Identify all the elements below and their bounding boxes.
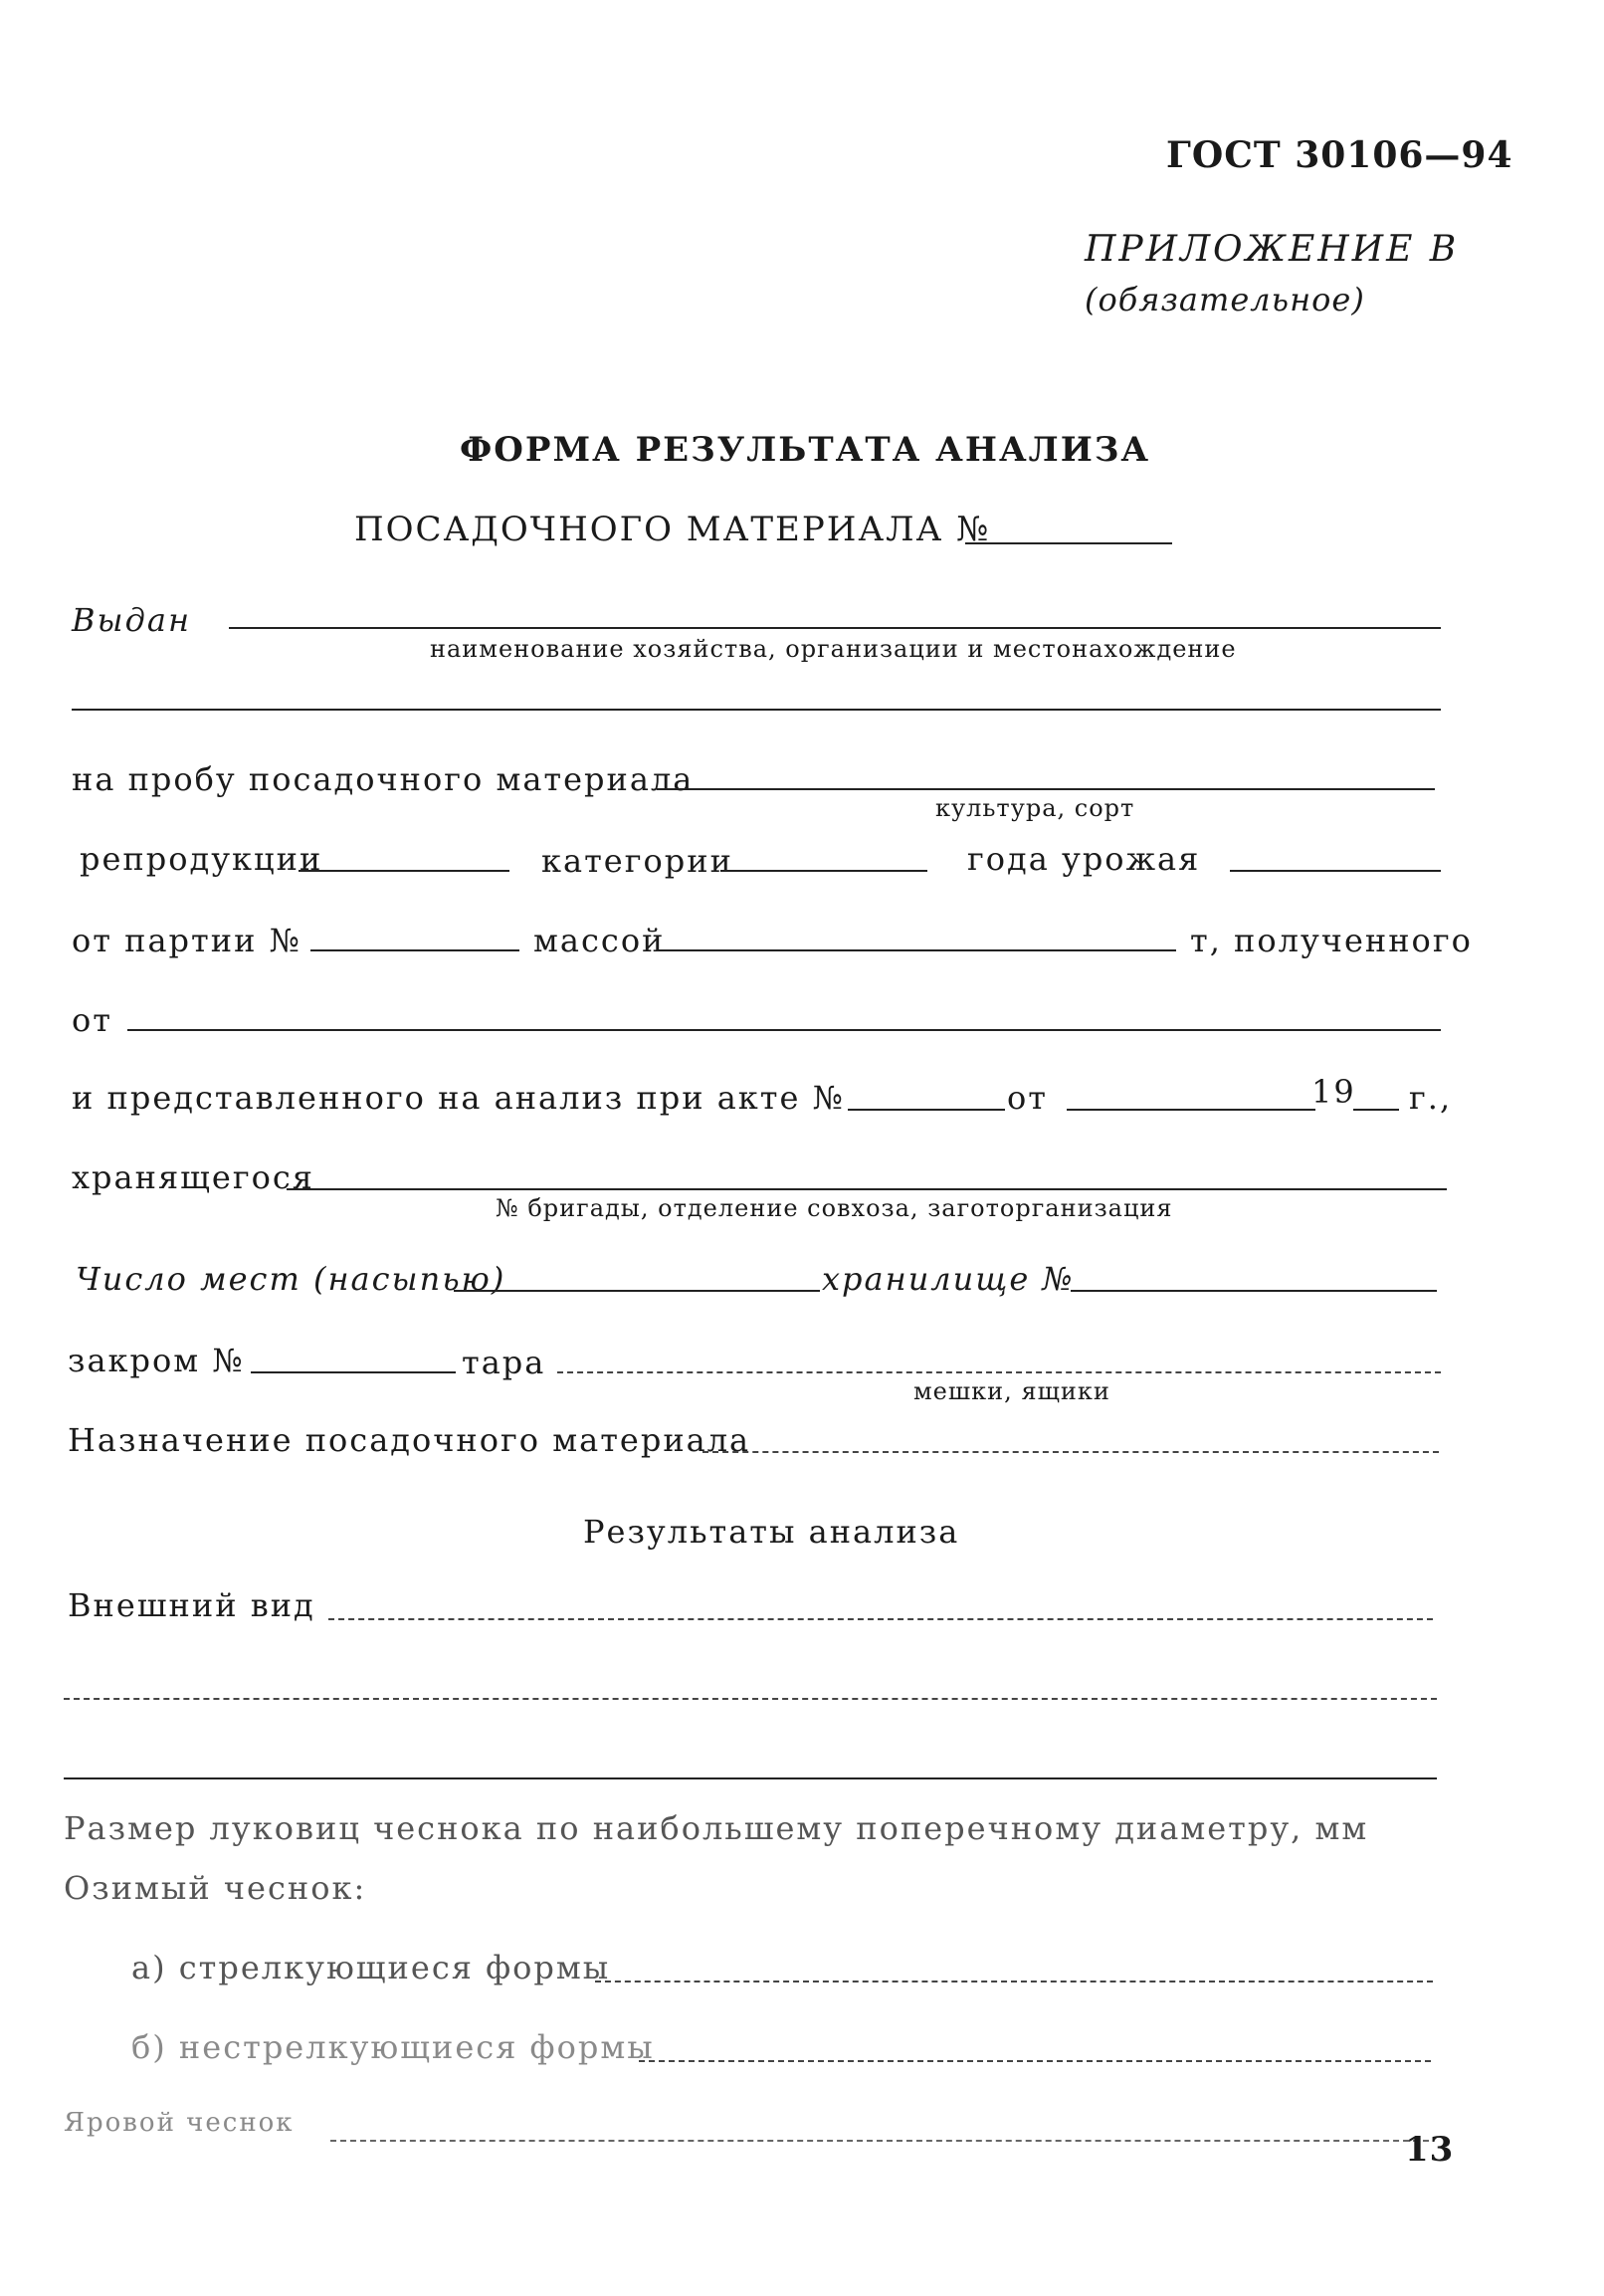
storage-label: хранилище №	[822, 1260, 1075, 1298]
issued-field[interactable]	[229, 627, 1441, 629]
bolting-label: а) стрелкующиеся формы	[131, 1949, 611, 1986]
reproduction-label: репродукции	[80, 840, 323, 878]
form-subtitle: ПОСАДОЧНОГО МАТЕРИАЛА №	[354, 510, 991, 549]
form-number-field[interactable]	[965, 542, 1172, 544]
harvest-year-label: года урожая	[967, 840, 1201, 878]
batch-field[interactable]	[310, 949, 519, 951]
year-suffix: г.,	[1409, 1079, 1453, 1117]
stored-label: хранящегося	[72, 1158, 314, 1196]
year-prefix: 19	[1311, 1073, 1356, 1111]
act-date-label: от	[1007, 1079, 1048, 1117]
stored-caption: № бригады, отделение совхоза, заготорганизация	[496, 1194, 1173, 1222]
bolting-field[interactable]	[595, 1981, 1433, 1983]
act-date-field[interactable]	[1067, 1109, 1315, 1111]
appearance-label: Внешний вид	[68, 1586, 315, 1624]
tons-received-label: т, полученного	[1190, 922, 1473, 959]
sample-label: на пробу посадочного материала	[72, 760, 695, 798]
results-heading: Результаты анализа	[583, 1513, 960, 1551]
page-number: 13	[1405, 2130, 1455, 2170]
issued-caption: наименование хозяйства, организации и местонахождение	[430, 635, 1237, 663]
sample-field[interactable]	[657, 788, 1435, 790]
form-title: ФОРМА РЕЗУЛЬТАТА АНАЛИЗА	[460, 430, 1151, 470]
reproduction-field[interactable]	[299, 870, 509, 872]
issued-label: Выдан	[72, 601, 192, 639]
stored-field[interactable]	[287, 1188, 1447, 1190]
appendix-note: (обязательное)	[1085, 281, 1365, 318]
winter-garlic-label: Озимый чеснок:	[64, 1869, 367, 1907]
container-caption: мешки, ящики	[913, 1377, 1110, 1405]
act-year-field[interactable]	[1353, 1109, 1399, 1111]
storage-field[interactable]	[1071, 1290, 1437, 1292]
purpose-field[interactable]	[702, 1451, 1439, 1453]
harvest-year-field[interactable]	[1230, 870, 1441, 872]
category-label: категории	[541, 842, 733, 880]
spring-garlic-label: Яровой чеснок	[64, 2108, 295, 2138]
mass-field[interactable]	[657, 949, 1176, 951]
bags-count-label: Число мест (насыпью)	[76, 1260, 506, 1298]
non-bolting-field[interactable]	[639, 2060, 1431, 2062]
bulb-size-label: Размер луковиц чеснока по наибольшему поперечному диаметру, мм	[64, 1809, 1369, 1847]
act-number-field[interactable]	[848, 1109, 1005, 1111]
purpose-label: Назначение посадочного материала	[68, 1421, 751, 1459]
appendix-title: ПРИЛОЖЕНИЕ В	[1085, 229, 1460, 270]
standard-number: ГОСТ 30106—94	[1166, 134, 1513, 176]
appearance-field-2[interactable]	[64, 1698, 1437, 1700]
presented-label: и представленного на анализ при акте №	[72, 1079, 845, 1117]
issued-field-continued[interactable]	[72, 709, 1441, 711]
appearance-field-3[interactable]	[64, 1777, 1437, 1779]
container-label: тара	[462, 1344, 546, 1381]
from-label: от	[72, 1001, 112, 1039]
bin-label: закром №	[68, 1342, 245, 1379]
sample-caption: культура, сорт	[935, 794, 1135, 822]
spring-garlic-field[interactable]	[330, 2140, 1429, 2142]
container-field[interactable]	[557, 1371, 1441, 1373]
appearance-field[interactable]	[328, 1618, 1433, 1620]
mass-label: массой	[533, 922, 666, 959]
category-field[interactable]	[720, 870, 927, 872]
bin-field[interactable]	[251, 1371, 456, 1373]
batch-label: от партии №	[72, 922, 301, 959]
non-bolting-label: б) нестрелкующиеся формы	[131, 2028, 655, 2066]
bags-count-field[interactable]	[454, 1290, 820, 1292]
from-field[interactable]	[127, 1029, 1441, 1031]
